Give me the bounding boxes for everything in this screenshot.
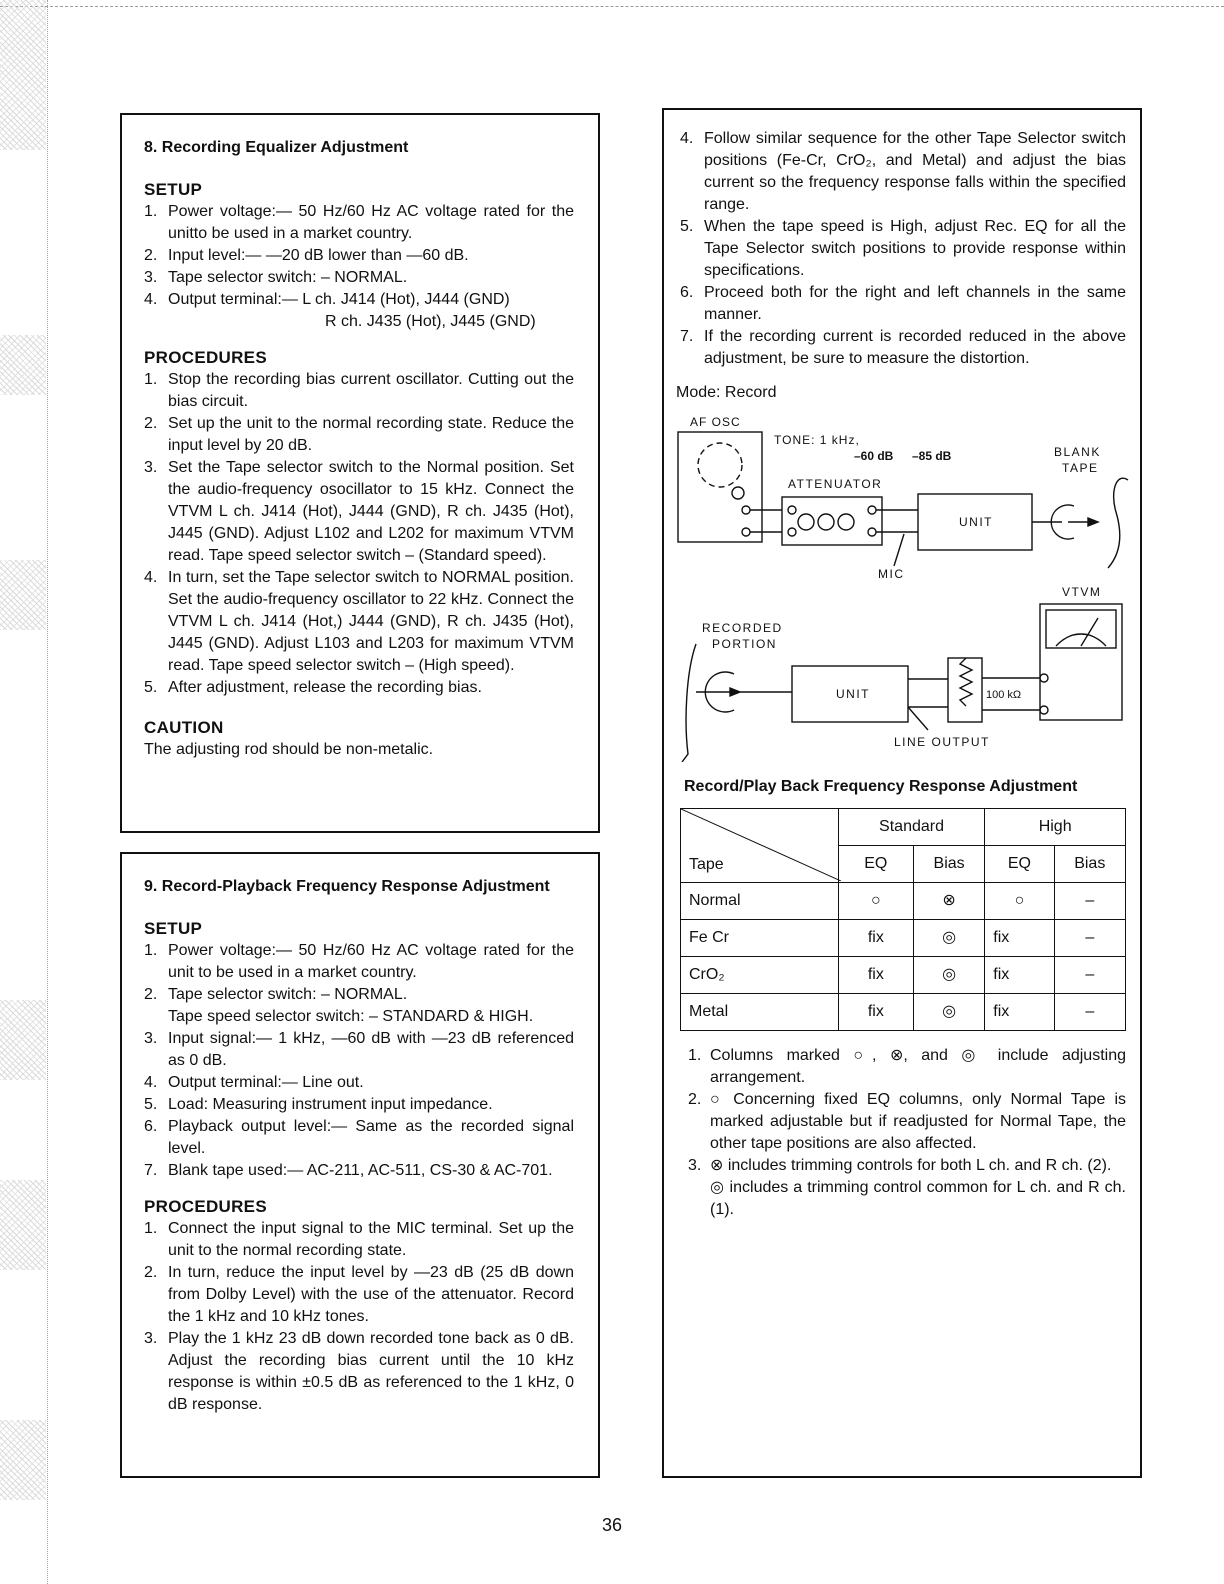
item-number: 4. [144,291,158,308]
table-corner-cell [681,809,839,883]
blank-label: BLANK [1054,445,1101,459]
note-item [688,1089,1126,1155]
item-number: 2. [144,415,158,432]
resistor-label: 100 kΩ [986,689,1022,701]
setup-heading: SETUP [144,180,203,199]
attenuator-box [782,497,882,545]
scan-artifact [0,335,46,395]
tone-label: TONE: 1 kHz, [774,433,860,447]
item-number: 7. [144,1162,158,1179]
diagram-svg [676,382,1132,762]
item-text: Blank tape used:— AC-211, AC-511, CS-30 & AC-701. [168,1162,553,1179]
response-table [680,808,1126,1031]
procedure-item [680,282,1126,326]
item-text: Follow similar sequence for the other Tape Selector switch positions (Fe-Cr, CrO₂, and Metal) and adjust the bias current so the frequency response falls within the specified range. [704,130,1126,213]
procedure-item [144,1262,574,1328]
item-text: When the tape speed is High, adjust Rec. EQ for all the Tape Selector switch positions to provide response within specifications. [704,218,1126,279]
item-number: 5. [144,1096,158,1113]
item-number: 3. [144,459,158,476]
item-text: Power voltage:— 50 Hz/60 Hz AC voltage rated for the unit to be used in a market country. [168,942,574,981]
item-number: 6. [680,284,694,301]
procedures-list [144,1218,574,1416]
standard-eq-cell: fix [838,994,913,1031]
attenuator-knob-icon [818,514,834,530]
table-row [681,994,1126,1031]
attenuator-knob-icon [798,514,814,530]
item-text: Input level:— —20 dB lower than —60 dB. [168,247,469,264]
item-number: 3. [144,1330,158,1347]
item-text-continued: ◎ includes a trimming control common for L ch. and R ch. (1). [710,1179,1126,1218]
setup-item [144,245,574,267]
setup-item [144,267,574,289]
item-number: 4. [144,569,158,586]
setup-item [144,1072,574,1094]
setup-item [144,1116,574,1160]
osc-dial-icon [698,443,742,487]
eq-header: EQ [838,846,913,883]
standard-bias-cell: ⊗ [913,883,984,920]
procedure-item [144,567,574,677]
setup-item [144,289,574,333]
continued-steps-list [680,128,1126,370]
mode-label: Mode: Record [676,384,777,401]
connection-diagram [676,382,1132,762]
resistor-icon [960,658,972,706]
unit-label: UNIT [959,515,993,529]
minus-85-label: –85 dB [912,449,952,463]
item-text-continued: R ch. J435 (Hot), J445 (GND) [325,313,536,330]
caution-text: The adjusting rod should be non-metalic. [144,741,434,758]
tape-header: Tape [689,856,724,873]
unit-label: UNIT [836,687,870,701]
item-text: Play the 1 kHz 23 dB down recorded tone back as 0 dB. Adjust the recording bias current until the 10 kHz response is within ±0.5 dB as referenced to the 1 kHz, 0 dB response. [168,1330,574,1413]
item-text: In turn, reduce the input level by —23 dB (25 dB down from Dolby Level) with the use of the attenuator. Record the 1 kHz and 10 kHz tones. [168,1264,574,1325]
arrow-icon [1088,518,1098,526]
item-text: Columns marked ○, ⊗, and ◎ include adjusting arrangement. [710,1047,1126,1086]
item-number: 4. [144,1074,158,1091]
tape-cell: Fe Cr [681,920,839,957]
tape-cell: Normal [681,883,839,920]
attenuator-knob-icon [838,514,854,530]
attenuator-label: ATTENUATOR [788,477,883,491]
item-number: 5. [680,218,694,235]
scan-artifact [0,0,46,150]
procedure-item [144,369,574,413]
setup-item [144,1160,574,1182]
scan-artifact [0,1420,46,1500]
standard-eq-cell: fix [838,957,913,994]
item-text: Load: Measuring instrument input impedance. [168,1096,493,1113]
item-text: Output terminal:— L ch. J414 (Hot), J444 (GND) [168,291,510,308]
high-eq-cell: ○ [985,883,1054,920]
item-number: 2. [144,986,158,1003]
standard-bias-cell: ◎ [913,920,984,957]
scan-artifact [0,1180,46,1270]
item-text: Set the Tape selector switch to the Normal position. Set the audio-frequency osocillator to 15 kHz. Connect the VTVM L ch. J414 (Hot), J444 (GND), R ch. J435 (Hot), J445 (GND). Adjust L102 and L202 for maximum VTVM read. Tape speed selector switch – (Standard speed). [168,459,574,564]
procedure-item [144,413,574,457]
item-number: 1. [144,371,158,388]
note-item [688,1045,1126,1089]
procedures-heading: PROCEDURES [144,348,267,367]
item-text-continued: Tape speed selector switch: – STANDARD & HIGH. [168,1008,534,1025]
bias-header: Bias [913,846,984,883]
left-margin-line [47,0,48,1584]
procedure-item [144,1328,574,1416]
high-bias-cell: – [1054,957,1125,994]
tape-label: TAPE [1062,461,1099,475]
item-text: Power voltage:— 50 Hz/60 Hz AC voltage rated for the unitto be used in a market country. [168,203,574,242]
line-output-pointer [908,707,928,730]
procedure-item [144,1218,574,1262]
table-title: Record/Play Back Frequency Response Adjustment [684,778,1078,795]
standard-bias-cell: ◎ [913,957,984,994]
bias-header: Bias [1054,846,1125,883]
procedures-heading: PROCEDURES [144,1197,267,1216]
item-text: ⊗ includes trimming controls for both L ch. and R ch. (2). [710,1157,1112,1174]
table-row [681,883,1126,920]
arrow-icon [730,688,740,696]
vtvm-box [1040,604,1122,720]
eq-header: EQ [985,846,1054,883]
high-bias-cell: – [1054,994,1125,1031]
osc-terminal-icon [742,528,750,536]
vtvm-needle [1081,618,1098,646]
table-row [681,957,1126,994]
item-number: 1. [688,1047,702,1064]
section-9-title: 9. Record-Playback Frequency Response Adjustment [144,878,550,895]
osc-knob-icon [732,487,744,499]
mic-pointer [894,534,904,566]
notes-list [688,1045,1126,1221]
item-number: 6. [144,1118,158,1135]
item-number: 4. [680,130,694,147]
item-text: After adjustment, release the recording bias. [168,679,482,696]
item-text: Tape selector switch: – NORMAL. [168,986,408,1003]
high-eq-cell: fix [985,920,1054,957]
setup-item [144,984,574,1028]
standard-eq-cell: fix [838,920,913,957]
procedure-item [144,457,574,567]
item-number: 1. [144,1220,158,1237]
procedure-item [680,216,1126,282]
scan-artifact [0,1000,46,1080]
note-item [688,1155,1126,1221]
high-eq-cell: fix [985,957,1054,994]
right-column-box [662,108,1142,1478]
item-text: Proceed both for the right and left channels in the same manner. [704,284,1126,323]
caution-heading: CAUTION [144,718,224,737]
section-9-box [120,852,600,1478]
table-row [681,920,1126,957]
high-bias-cell: – [1054,883,1125,920]
mic-label: MIC [878,567,905,581]
item-text: Input signal:— 1 kHz, —60 dB with —23 dB referenced as 0 dB. [168,1030,574,1069]
standard-bias-cell: ◎ [913,994,984,1031]
osc-terminal-icon [742,506,750,514]
top-rule [0,6,1224,7]
item-text: Output terminal:— Line out. [168,1074,364,1091]
setup-heading: SETUP [144,919,203,938]
item-text: Stop the recording bias current oscillator. Cutting out the bias circuit. [168,371,574,410]
item-number: 2. [144,1264,158,1281]
tape-cell: CrO₂ [681,957,839,994]
high-header: High [985,809,1126,846]
high-bias-cell: – [1054,920,1125,957]
section-8-box [120,113,600,833]
item-number: 3. [144,1030,158,1047]
minus-60-label: –60 dB [854,449,894,463]
item-text: Set up the unit to the normal recording state. Reduce the input level by 20 dB. [168,415,574,454]
item-number: 2. [144,247,158,264]
item-text: Tape selector switch: – NORMAL. [168,269,408,286]
setup-item [144,201,574,245]
blank-tape-curve [1108,478,1128,568]
setup-item [144,1094,574,1116]
item-text: ○ Concerning fixed EQ columns, only Normal Tape is marked adjustable but if readjusted for Normal Tape, the other tape positions are also affected. [710,1091,1126,1152]
item-text: If the recording current is recorded reduced in the above adjustment, be sure to measure the distortion. [704,328,1126,367]
item-number: 3. [144,269,158,286]
tape-cell: Metal [681,994,839,1031]
high-eq-cell: fix [985,994,1054,1031]
item-number: 1. [144,203,158,220]
line-output-label: LINE OUTPUT [894,735,990,749]
diagonal-divider [681,809,841,881]
item-text: In turn, set the Tape selector switch to NORMAL position. Set the audio-frequency oscillator to 22 kHz. Connect the VTVM L ch. J414 (Hot,) J444 (GND), R ch. J435 (Hot), J445 (GND). Adjust L103 and L203 for maximum VTVM read. Tape speed selector switch – (High speed). [168,569,574,674]
setup-item [144,940,574,984]
procedure-item [680,326,1126,370]
page-number: 36 [601,1515,623,1535]
item-number: 5. [144,679,158,696]
scan-artifact [0,560,46,630]
portion-label: PORTION [712,637,777,651]
setup-item [144,1028,574,1072]
item-number: 3. [688,1157,702,1174]
item-number: 2. [688,1091,702,1108]
procedure-item [144,677,574,699]
section-8-title: 8. Recording Equalizer Adjustment [144,139,409,156]
standard-eq-cell: ○ [838,883,913,920]
procedure-item [680,128,1126,216]
setup-list [144,940,574,1182]
standard-header: Standard [838,809,985,846]
vtvm-label: VTVM [1062,585,1102,599]
recorded-tape-curve [682,644,696,762]
item-text: Playback output level:— Same as the recorded signal level. [168,1118,574,1157]
item-number: 7. [680,328,694,345]
recorded-label: RECORDED [702,621,783,635]
procedures-list [144,369,574,699]
item-number: 1. [144,942,158,959]
item-text: Connect the input signal to the MIC terminal. Set up the unit to the normal recording state. [168,1220,574,1259]
setup-list [144,201,574,333]
af-osc-label: AF OSC [690,415,741,429]
